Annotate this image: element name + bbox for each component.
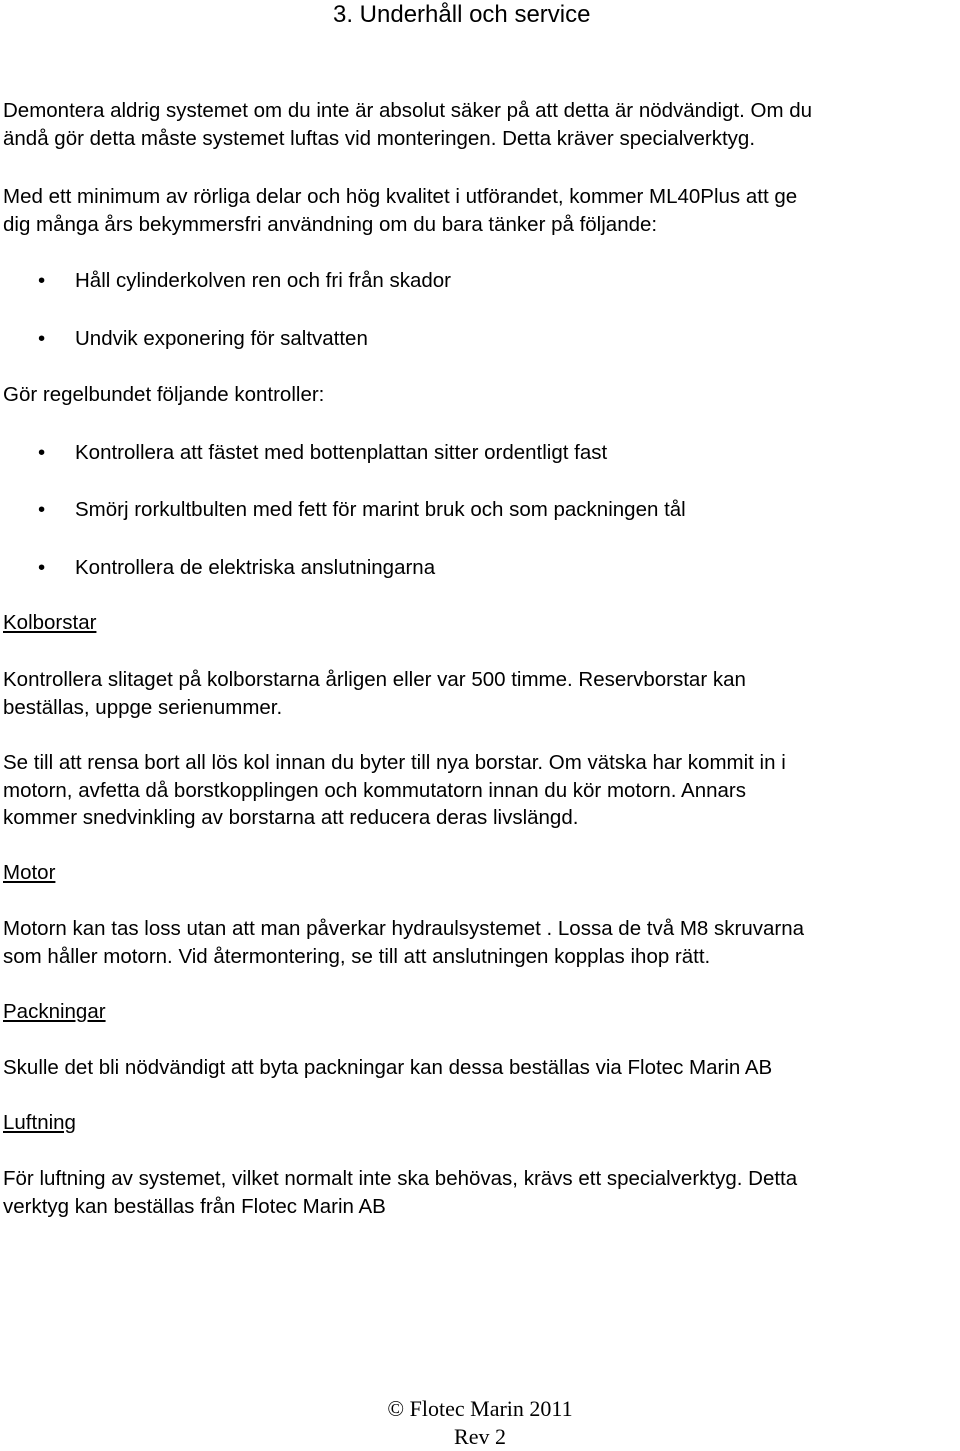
motor-heading: Motor [3, 861, 56, 884]
motor-line-2: som håller motorn. Vid återmontering, se till att anslutningen kopplas ihop rätt. [3, 944, 711, 968]
page-title: 3. Underhåll och service [333, 1, 591, 28]
packningar-paragraph: Skulle det bli nödvändigt att byta packningar kan dessa beställas via Flotec Marin AB [3, 1056, 773, 1079]
luftning-paragraph [3, 1165, 797, 1220]
bullet-icon: • [38, 441, 46, 464]
kolborstar-p2-line-3: kommer snedvinkling av borstarna att reducera deras livslängd. [3, 806, 579, 829]
checks-intro: Gör regelbundet följande kontroller: [3, 383, 325, 406]
kolborstar-paragraph-1 [3, 666, 746, 721]
footer-revision: Rev 2 [454, 1424, 506, 1449]
intro-line-2: ändå gör detta måste systemet luftas vid monteringen. Detta kräver specialverktyg. [3, 126, 756, 150]
checks-bullet-text: Smörj rorkultbulten med fett för marint bruk och som packningen tål [75, 498, 686, 521]
kolborstar-paragraph-2 [3, 749, 786, 832]
bullet-icon: • [38, 556, 46, 579]
bullet-icon: • [38, 269, 46, 292]
checks-bullet-text: Kontrollera att fästet med bottenplattan sitter ordentligt fast [75, 441, 608, 464]
intro-paragraph [3, 97, 812, 152]
kolborstar-p1-line-1: Kontrollera slitaget på kolborstarna årligen eller var 500 timme. Reservborstar kan [3, 668, 746, 691]
bullet-icon: • [38, 327, 46, 350]
kolborstar-p1-line-2: beställas, uppge serienummer. [3, 695, 283, 719]
care-bullet-text: Undvik exponering för saltvatten [75, 327, 368, 350]
checks-bullet-text: Kontrollera de elektriska anslutningarna [75, 556, 436, 579]
bullet-icon: • [38, 498, 46, 521]
kolborstar-heading: Kolborstar [3, 611, 97, 634]
packningar-heading: Packningar [3, 1000, 106, 1023]
motor-line-1: Motorn kan tas loss utan att man påverkar hydraulsystemet . Lossa de två M8 skruvarna [3, 917, 805, 940]
care-paragraph [3, 183, 797, 238]
luftning-heading: Luftning [3, 1111, 76, 1134]
care-bullet-text: Håll cylinderkolven ren och fri från skador [75, 269, 451, 292]
motor-paragraph [3, 915, 804, 970]
kolborstar-p2-line-2: motorn, avfetta då borstkopplingen och kommutatorn innan du kör motorn. Annars [3, 778, 746, 802]
luftning-line-2: verktyg kan beställas från Flotec Marin AB [3, 1194, 386, 1218]
luftning-line-1: För luftning av systemet, vilket normalt inte ska behövas, krävs ett specialverktyg. Detta [3, 1167, 798, 1190]
intro-line-1: Demontera aldrig systemet om du inte är absolut säker på att detta är nödvändigt. Om du [3, 99, 813, 122]
care-line-2: dig många års bekymmersfri användning om du bara tänker på följande: [3, 212, 658, 236]
care-line-1: Med ett minimum av rörliga delar och hög kvalitet i utförandet, kommer ML40Plus att ge [3, 185, 798, 208]
footer-copyright: © Flotec Marin 2011 [387, 1396, 573, 1421]
kolborstar-p2-line-1: Se till att rensa bort all lös kol innan du byter till nya borstar. Om vätska har kommit in i [3, 751, 786, 774]
